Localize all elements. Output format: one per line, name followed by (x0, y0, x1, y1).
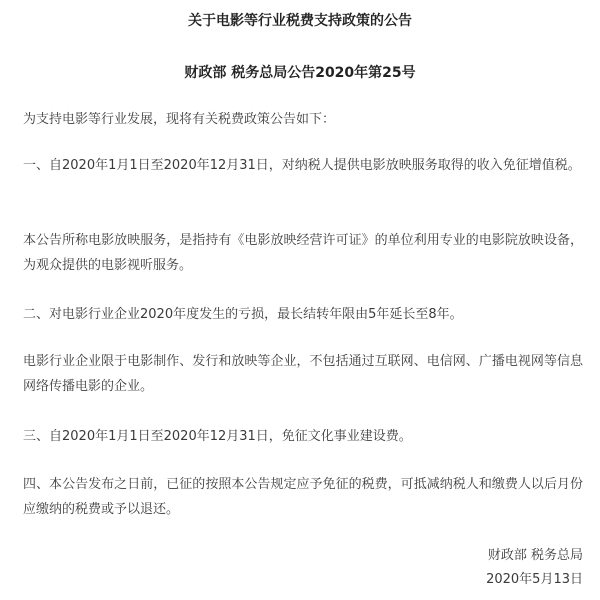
document-title: 关于电影等行业税费支持政策的公告 (188, 13, 412, 29)
paragraph-1: 一、自2020年1月1日至2020年12月31日，对纳税人提供电影放映服务取得的收入免征增值税。 (23, 158, 581, 173)
intro-paragraph: 为支持电影等行业发展，现将有关税费政策公告如下： (23, 112, 336, 127)
document-subtitle: 财政部 税务总局公告2020年第25号 (184, 65, 416, 81)
signature-date: 2020年5月13日 (486, 572, 583, 587)
paragraph-3: 二、对电影行业企业2020年度发生的亏损，最长结转年限由5年延长至8年。 (23, 307, 463, 322)
signature-issuer: 财政部 税务总局 (487, 548, 583, 563)
paragraph-4: 电影行业企业限于电影制作、发行和放映等企业，不包括通过互联网、电信网、广播电视网等信息网络传播电影的企业。 (23, 354, 583, 394)
paragraph-6: 四、本公告发布之日前，已征的按照本公告规定应予免征的税费，可抵减纳税人和缴费人以后月份应缴纳的税费或予以退还。 (23, 477, 583, 517)
paragraph-5: 三、自2020年1月1日至2020年12月31日，免征文化事业建设费。 (23, 429, 412, 444)
paragraph-2: 本公告所称电影放映服务，是指持有《电影放映经营许可证》的单位利用专业的电影院放映设备，为观众提供的电影视听服务。 (23, 233, 583, 273)
